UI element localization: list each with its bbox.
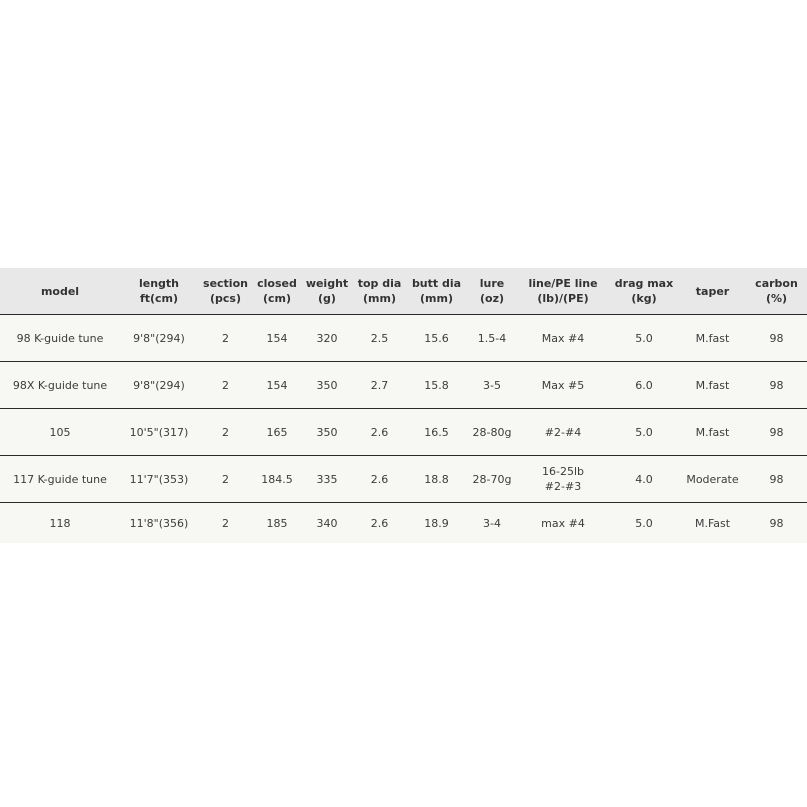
cell-lure: 28-70g xyxy=(467,456,517,503)
cell-taper: M.fast xyxy=(679,409,746,456)
cell-length: 11'8"(356) xyxy=(120,503,198,544)
cell-section: 2 xyxy=(198,456,253,503)
cell-lure: 3-5 xyxy=(467,362,517,409)
cell-closed: 184.5 xyxy=(253,456,301,503)
cell-taper: M.fast xyxy=(679,315,746,362)
table-row xyxy=(0,503,807,544)
cell-length: 10'5"(317) xyxy=(120,409,198,456)
cell-butt-dia: 15.8 xyxy=(406,362,467,409)
cell-weight: 335 xyxy=(301,456,353,503)
cell-taper: M.fast xyxy=(679,362,746,409)
cell-line: 16-25lb #2-#3 xyxy=(517,456,609,503)
cell-model: 98 K-guide tune xyxy=(0,315,120,362)
cell-section: 2 xyxy=(198,362,253,409)
cell-drag-max: 6.0 xyxy=(609,362,679,409)
cell-butt-dia: 18.8 xyxy=(406,456,467,503)
cell-top-dia: 2.6 xyxy=(353,456,406,503)
header-line: line/PE line (lb)/(PE) xyxy=(517,268,609,315)
cell-drag-max: 5.0 xyxy=(609,409,679,456)
table-row xyxy=(0,315,807,362)
cell-drag-max: 5.0 xyxy=(609,503,679,544)
cell-length: 9'8"(294) xyxy=(120,315,198,362)
cell-butt-dia: 15.6 xyxy=(406,315,467,362)
header-row xyxy=(0,268,807,315)
cell-weight: 350 xyxy=(301,409,353,456)
cell-lure: 1.5-4 xyxy=(467,315,517,362)
cell-carbon: 98 xyxy=(746,456,807,503)
header-model: model xyxy=(0,268,120,315)
cell-top-dia: 2.6 xyxy=(353,503,406,544)
cell-weight: 320 xyxy=(301,315,353,362)
table-row xyxy=(0,409,807,456)
cell-model: 118 xyxy=(0,503,120,544)
cell-carbon: 98 xyxy=(746,315,807,362)
cell-weight: 350 xyxy=(301,362,353,409)
header-butt-dia: butt dia (mm) xyxy=(406,268,467,315)
cell-length: 11'7"(353) xyxy=(120,456,198,503)
cell-model: 105 xyxy=(0,409,120,456)
header-lure: lure (oz) xyxy=(467,268,517,315)
cell-closed: 165 xyxy=(253,409,301,456)
header-drag-max: drag max (kg) xyxy=(609,268,679,315)
header-weight: weight (g) xyxy=(301,268,353,315)
cell-top-dia: 2.6 xyxy=(353,409,406,456)
header-top-dia: top dia (mm) xyxy=(353,268,406,315)
cell-drag-max: 4.0 xyxy=(609,456,679,503)
cell-weight: 340 xyxy=(301,503,353,544)
cell-carbon: 98 xyxy=(746,503,807,544)
cell-closed: 154 xyxy=(253,362,301,409)
cell-taper: M.Fast xyxy=(679,503,746,544)
cell-model: 98X K-guide tune xyxy=(0,362,120,409)
cell-line: max #4 xyxy=(517,503,609,544)
cell-section: 2 xyxy=(198,503,253,544)
cell-line: Max #5 xyxy=(517,362,609,409)
cell-top-dia: 2.7 xyxy=(353,362,406,409)
cell-lure: 3-4 xyxy=(467,503,517,544)
header-taper: taper xyxy=(679,268,746,315)
table-row xyxy=(0,456,807,503)
cell-closed: 154 xyxy=(253,315,301,362)
cell-butt-dia: 16.5 xyxy=(406,409,467,456)
cell-closed: 185 xyxy=(253,503,301,544)
cell-model: 117 K-guide tune xyxy=(0,456,120,503)
cell-taper: Moderate xyxy=(679,456,746,503)
table-row xyxy=(0,362,807,409)
header-section: section (pcs) xyxy=(198,268,253,315)
cell-section: 2 xyxy=(198,409,253,456)
cell-top-dia: 2.5 xyxy=(353,315,406,362)
cell-butt-dia: 18.9 xyxy=(406,503,467,544)
cell-lure: 28-80g xyxy=(467,409,517,456)
header-carbon: carbon (%) xyxy=(746,268,807,315)
cell-line: Max #4 xyxy=(517,315,609,362)
cell-drag-max: 5.0 xyxy=(609,315,679,362)
cell-length: 9'8"(294) xyxy=(120,362,198,409)
cell-line: #2-#4 xyxy=(517,409,609,456)
header-closed: closed (cm) xyxy=(253,268,301,315)
cell-carbon: 98 xyxy=(746,409,807,456)
rod-spec-table xyxy=(0,268,807,543)
cell-section: 2 xyxy=(198,315,253,362)
cell-carbon: 98 xyxy=(746,362,807,409)
header-length: length ft(cm) xyxy=(120,268,198,315)
